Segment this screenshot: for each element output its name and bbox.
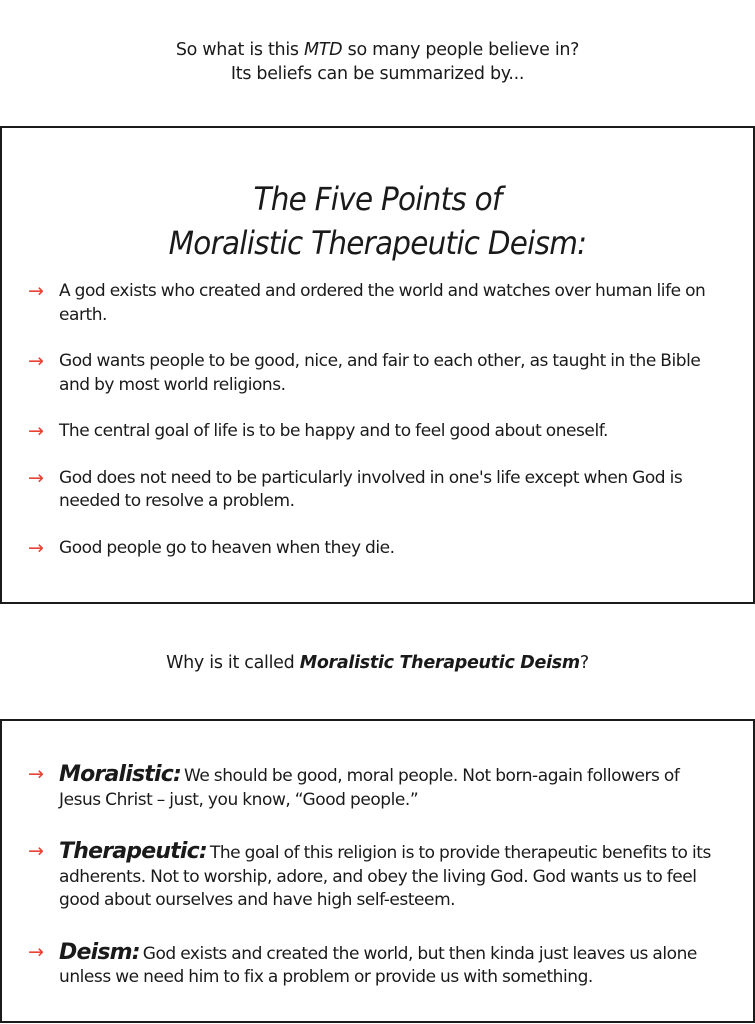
definition-term: Therapeutic: [59, 839, 207, 864]
arrow-right-icon: → [28, 536, 44, 559]
intro-line-2: Its beliefs can be summarized by... [230, 64, 525, 84]
intro-text [0, 38, 755, 86]
arrow-right-icon: → [28, 763, 44, 785]
list-item: → Good people go to heaven when they die. [28, 536, 395, 559]
arrow-right-icon: → [28, 350, 44, 372]
five-points-title: The Five Points of Moralistic Therapeutic Deism: [168, 180, 587, 263]
definition-text: The goal of this religion is to provide therapeutic benefits to its adherents. Not to worship, adore, and obey the living God. God wants us to feel good about ourselves and have high self-esteem. [59, 843, 711, 910]
arrow-right-icon: → [28, 280, 44, 302]
arrow-right-icon: → [28, 940, 44, 963]
list-item: → The central goal of life is to be happy and to feel good about oneself. [28, 420, 608, 442]
why-called-heading: Why is it called Moralistic Therapeutic Deism? [166, 653, 589, 673]
definition-text: We should be good, moral people. Not born-again followers of Jesus Christ – just, you know, “Good people.” [59, 766, 680, 810]
list-item: → God does not need to be particularly involved in one's life except when God is needed to resolve a problem. [28, 466, 683, 511]
five-points-box [0, 126, 755, 604]
definition-term: Moralistic: [59, 762, 181, 787]
mtd-full-name: Moralistic Therapeutic Deism [299, 653, 580, 673]
intro-line-1: So what is this MTD so many people believe in? [175, 40, 580, 60]
arrow-right-icon: → [28, 840, 44, 862]
definition-moralistic [28, 763, 723, 812]
list-item: → A god exists who created and ordered the world and watches over human life on earth. [28, 280, 706, 325]
definition-term: Deism: [59, 939, 140, 965]
definition-deism [28, 941, 723, 990]
list-item: → God wants people to be good, nice, and fair to each other, as taught in the Bible and by most world religions. [28, 350, 701, 395]
definition-therapeutic [28, 840, 723, 913]
arrow-right-icon: → [28, 466, 44, 489]
definitions-list [28, 763, 723, 1018]
arrow-right-icon: → [28, 420, 44, 442]
definition-text: God exists and created the world, but then kinda just leaves us alone unless we need him to fix a problem or provide us with something. [59, 943, 697, 987]
mtd-abbreviation: MTD [303, 40, 343, 60]
five-points-list [28, 280, 723, 583]
definitions-box [0, 719, 755, 1023]
